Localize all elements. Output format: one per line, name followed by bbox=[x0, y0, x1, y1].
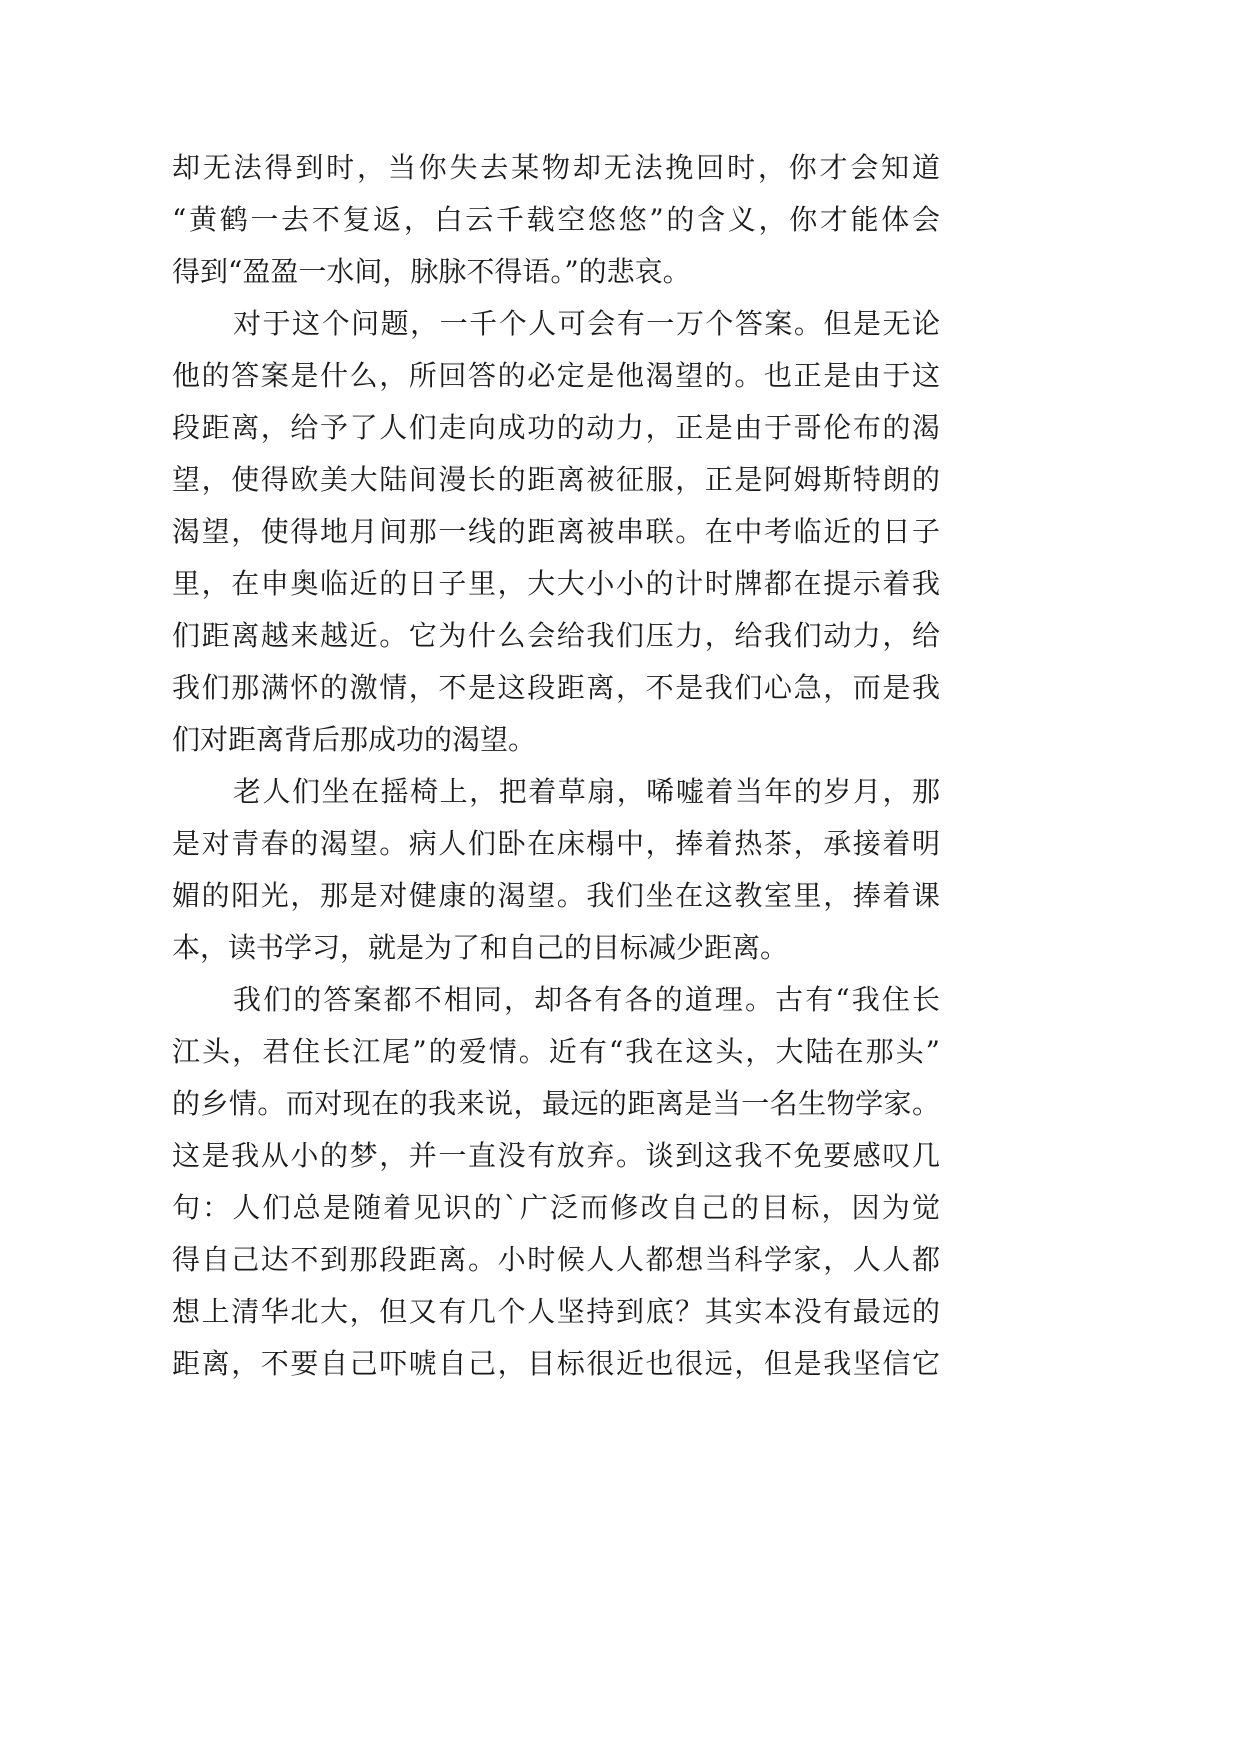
text-line: 他的答案是什么，所回答的必定是他渴望的。也正是由于这 bbox=[172, 359, 940, 392]
text-line: “黄鹤一去不复返，白云千载空悠悠”的含义，你才能体会 bbox=[172, 203, 940, 236]
paragraph bbox=[172, 766, 940, 974]
text-line: 江头，君住长江尾”的爱情。近有“我在这头，大陆在那头” bbox=[172, 1035, 940, 1068]
paragraph bbox=[172, 298, 940, 766]
text-line: 媚的阳光，那是对健康的渴望。我们坐在这教室里，捧着课 bbox=[172, 879, 940, 912]
text-line: 段距离，给予了人们走向成功的动力，正是由于哥伦布的渴 bbox=[172, 411, 940, 444]
text-line: 我们的答案都不相同，却各有各的道理。古有“我住长 bbox=[233, 983, 940, 1016]
text-line: 老人们坐在摇椅上，把着草扇，唏嘘着当年的岁月，那 bbox=[233, 775, 940, 808]
text-line: 距离，不要自己吓唬自己，目标很近也很远，但是我坚信它 bbox=[172, 1347, 940, 1380]
text-line: 想上清华北大，但又有几个人坚持到底？其实本没有最远的 bbox=[172, 1295, 940, 1328]
text-line: 本，读书学习，就是为了和自己的目标减少距离。 bbox=[172, 931, 789, 964]
text-line: 们距离越来越近。它为什么会给我们压力，给我们动力，给 bbox=[172, 619, 940, 652]
text-line: 的乡情。而对现在的我来说，最远的距离是当一名生物学家。 bbox=[172, 1087, 940, 1120]
text-line: 我们那满怀的激情，不是这段距离，不是我们心急，而是我 bbox=[172, 671, 940, 704]
text-line: 望，使得欧美大陆间漫长的距离被征服，正是阿姆斯特朗的 bbox=[172, 463, 940, 496]
text-line: 里，在申奥临近的日子里，大大小小的计时牌都在提示着我 bbox=[172, 567, 940, 600]
paragraph bbox=[172, 142, 940, 298]
text-line: 句：人们总是随着见识的`广泛而修改自己的目标，因为觉 bbox=[172, 1191, 940, 1224]
text-line: 对于这个问题，一千个人可会有一万个答案。但是无论 bbox=[233, 307, 940, 340]
text-line: 渴望，使得地月间那一线的距离被串联。在中考临近的日子 bbox=[172, 515, 940, 548]
text-line: 却无法得到时，当你失去某物却无法挽回时，你才会知道 bbox=[172, 151, 940, 184]
paragraph bbox=[172, 974, 940, 1390]
document-body bbox=[172, 142, 940, 1390]
text-line: 这是我从小的梦，并一直没有放弃。谈到这我不免要感叹几 bbox=[172, 1139, 940, 1172]
text-line: 得自己达不到那段距离。小时候人人都想当科学家，人人都 bbox=[172, 1243, 940, 1276]
text-line: 是对青春的渴望。病人们卧在床榻中，捧着热茶，承接着明 bbox=[172, 827, 940, 860]
text-line: 得到“盈盈一水间，脉脉不得语。”的悲哀。 bbox=[172, 255, 691, 288]
text-line: 们对距离背后那成功的渴望。 bbox=[172, 723, 537, 756]
